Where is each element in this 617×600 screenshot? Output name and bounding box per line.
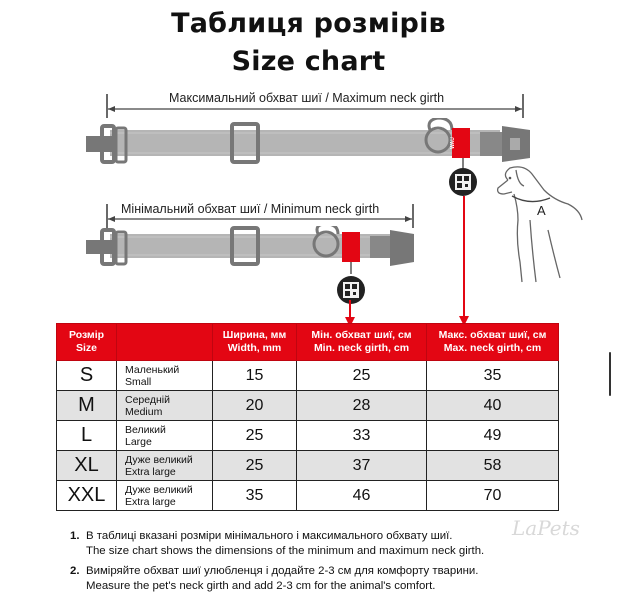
size-name-en: Extra large xyxy=(125,495,176,508)
min-girth-cell: 37 xyxy=(297,451,427,481)
size-name-ua: Середній xyxy=(125,393,170,406)
table-header-row xyxy=(57,324,559,361)
table-row xyxy=(57,391,559,421)
size-cell: M xyxy=(57,391,117,421)
max-girth-cell: 40 xyxy=(427,391,559,421)
header-width: Ширина, мм Width, mm xyxy=(213,324,297,361)
min-girth-cell: 46 xyxy=(297,481,427,511)
size-cell: XL xyxy=(57,451,117,481)
title-ukrainian: Таблиця розмірів xyxy=(171,8,446,39)
note-number: 2. xyxy=(70,565,80,577)
min-girth-label: Мінімальний обхват шиї / Minimum neck girth xyxy=(118,202,382,216)
size-cell: S xyxy=(57,361,117,391)
header-min-girth: Мін. обхват шиї, см Min. neck girth, cm xyxy=(297,324,427,361)
table-row xyxy=(57,361,559,391)
header-max-girth: Макс. обхват шиї, см Max. neck girth, cm xyxy=(427,324,559,361)
size-name-en: Large xyxy=(125,435,152,448)
width-cell: 35 xyxy=(213,481,297,511)
min-girth-cell: 33 xyxy=(297,421,427,451)
size-table xyxy=(56,323,559,511)
dog-neck-marker: A xyxy=(537,203,546,218)
size-name-en: Medium xyxy=(125,405,163,418)
note-text-en: Measure the pet's neck girth and add 2-3 cm for the animal's comfort. xyxy=(86,580,436,592)
note-2 xyxy=(70,564,478,594)
max-girth-label: Максимальний обхват шиї / Maximum neck girth xyxy=(166,91,447,105)
header-size: Розмір Size xyxy=(57,324,117,361)
size-description xyxy=(117,361,213,391)
header-blank xyxy=(117,324,213,361)
width-cell: 25 xyxy=(213,451,297,481)
size-name-ua: Дуже великий xyxy=(125,453,193,466)
size-cell: L xyxy=(57,421,117,451)
max-girth-cell: 35 xyxy=(427,361,559,391)
watermark-logo: LaPets xyxy=(512,516,580,540)
size-description xyxy=(117,391,213,421)
table-row xyxy=(57,481,559,511)
max-girth-cell: 49 xyxy=(427,421,559,451)
min-girth-cell: 25 xyxy=(297,361,427,391)
size-description xyxy=(117,481,213,511)
width-cell: 15 xyxy=(213,361,297,391)
size-cell: XXL xyxy=(57,481,117,511)
min-girth-cell: 28 xyxy=(297,391,427,421)
table-row xyxy=(57,451,559,481)
scrollbar-thumb[interactable] xyxy=(609,352,611,396)
note-text-ua: В таблиці вказані розміри мінімального і максимального обхвату шиї. xyxy=(86,530,453,542)
max-girth-cell: 70 xyxy=(427,481,559,511)
note-number: 1. xyxy=(70,530,80,542)
note-text-en: The size chart shows the dimensions of the minimum and maximum neck girth. xyxy=(86,545,485,557)
note-1 xyxy=(70,529,484,559)
size-name-en: Extra large xyxy=(125,465,176,478)
table-row xyxy=(57,421,559,451)
size-name-ua: Дуже великий xyxy=(125,483,193,496)
size-description xyxy=(117,451,213,481)
size-name-en: Small xyxy=(125,375,152,388)
size-name-ua: Великий xyxy=(125,423,166,436)
title-english: Size chart xyxy=(231,46,386,77)
svg-text:WAU: WAU xyxy=(450,137,456,149)
size-description xyxy=(117,421,213,451)
size-name-ua: Маленький xyxy=(125,363,180,376)
width-cell: 20 xyxy=(213,391,297,421)
note-text-ua: Виміряйте обхват шиї улюбленця і додайте 2-3 см для комфорту тварини. xyxy=(86,565,479,577)
max-girth-cell: 58 xyxy=(427,451,559,481)
width-cell: 25 xyxy=(213,421,297,451)
